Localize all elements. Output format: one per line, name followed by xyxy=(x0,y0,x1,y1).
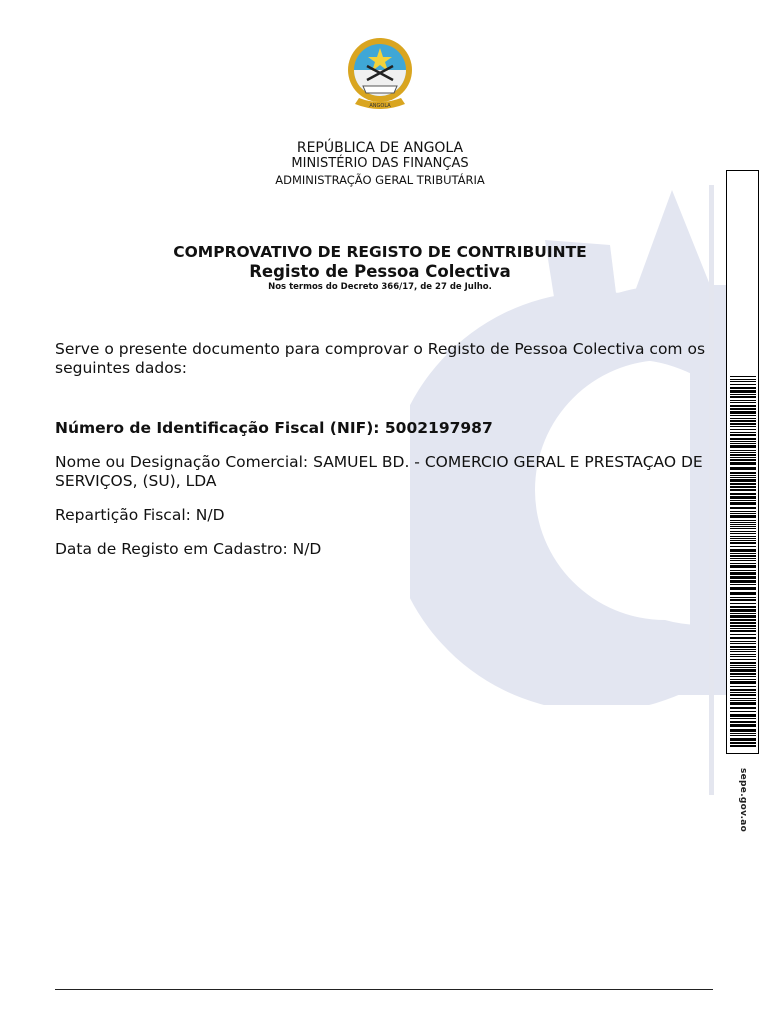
nif-field: Número de Identificação Fiscal (NIF): 5002197987 xyxy=(55,419,493,437)
ministry-name: MINISTÉRIO DAS FINANÇAS xyxy=(291,156,469,171)
document-title-block xyxy=(0,243,760,293)
fiscal-repartition-field: Repartição Fiscal: N/D xyxy=(55,506,225,524)
document-header xyxy=(0,140,760,188)
republic-name: REPÚBLICA DE ANGOLA xyxy=(296,140,464,156)
intro-paragraph: Serve o presente documento para comprovar o Registo de Pessoa Colectiva com os seguintes dados: xyxy=(55,340,706,377)
administration-name: ADMINISTRAÇÃO GERAL TRIBUTÁRIA xyxy=(275,173,485,187)
angola-coat-of-arms-icon xyxy=(343,36,417,116)
document-subtitle: Registo de Pessoa Colectiva xyxy=(249,262,511,281)
footer-divider xyxy=(55,989,713,990)
svg-text:ANGOLA: ANGOLA xyxy=(369,103,391,109)
decree-reference: Nos termos do Decreto 366/17, de 27 de Julho. xyxy=(268,282,492,292)
document-title: COMPROVATIVO DE REGISTO DE CONTRIBUINTE xyxy=(173,243,587,261)
company-name-field: Nome ou Designação Comercial: SAMUEL BD. - COMERCIO GERAL E PRESTAÇAO DE SERVIÇOS, (SU), LDA xyxy=(55,453,703,490)
barcode-frame xyxy=(726,170,759,754)
registration-date-field: Data de Registo em Cadastro: N/D xyxy=(55,540,322,558)
barcode-icon xyxy=(730,376,756,748)
website-label: sepe.gov.ao xyxy=(738,768,748,833)
